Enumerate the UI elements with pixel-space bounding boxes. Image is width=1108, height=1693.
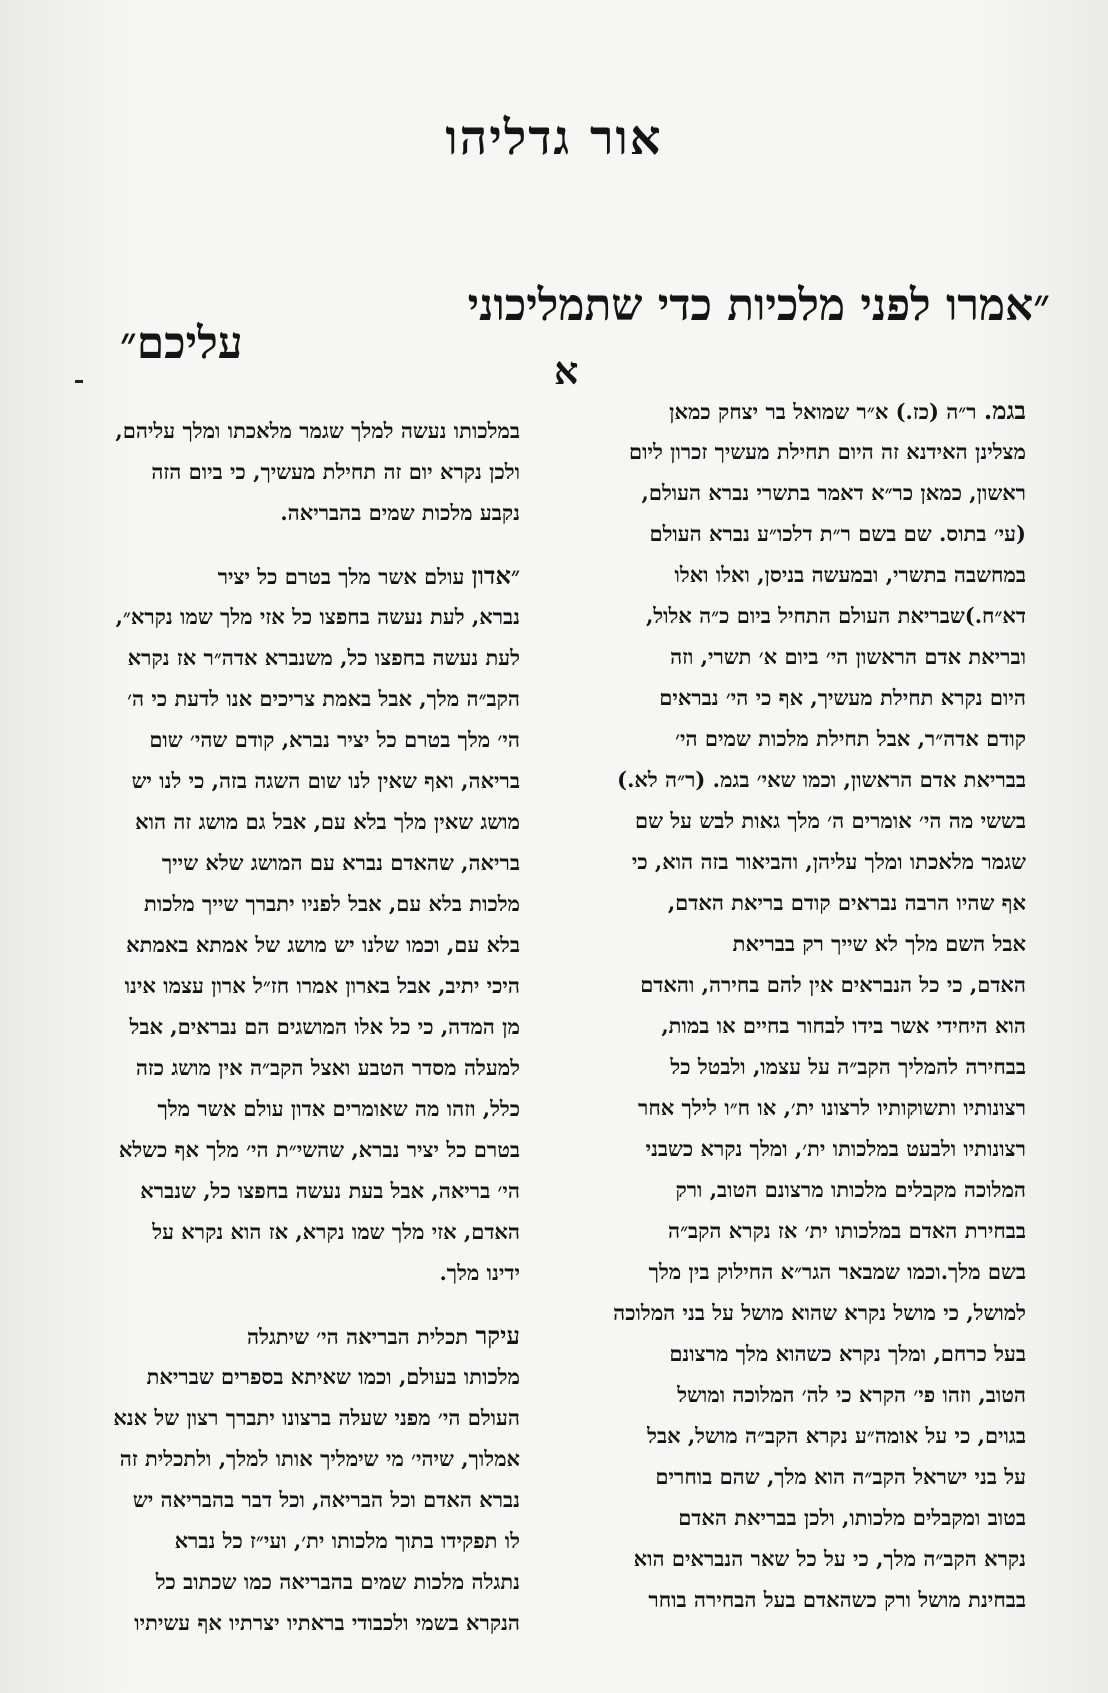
text-line: נקרא הקב״ה מלך, כי על כל שאר הנבראים הוא (633, 1546, 1026, 1571)
text-line: בששי מה הי׳ אומרים ה׳ מלך גאות לבש על שם (635, 808, 1026, 833)
text-line: בבריאת אדם הראשון, וכמו שאי׳ בגמ. (ר״ה לא.) (617, 767, 1026, 792)
text-line: היכי יתיב, אבל בארון אמרו חז״ל ארון עצמו אינו (124, 973, 520, 998)
text-line: קודם אדה״ר, אבל תחילת מלכות שמים הי׳ (675, 726, 1026, 751)
text-line: למעלה מסדר הטבע ואצל הקב״ה אין מושג כזה (135, 1055, 520, 1080)
text-line: כלל, וזהו מה שאומרים אדון עולם אשר מלך (157, 1096, 520, 1121)
text-line: הקב״ה מלך, אבל באמת צריכים אנו לדעת כי ה׳ (127, 686, 520, 711)
text-line: למושל, כי מושל נקרא שהוא מושל על בני המלוכה (613, 1300, 1026, 1325)
text-line: היום נקרא תחילת מעשיך, אף כי הי׳ נבראים (659, 685, 1026, 710)
text-line: ״אדון עולם אשר מלך בטרם כל יציר (217, 561, 520, 590)
text-line: הי׳ מלך בטרם כל יציר נברא, קודם שהי׳ שום (149, 727, 520, 752)
text-line: הטוב, וזהו פי׳ הקרא כי לה׳ המלוכה ומושל (677, 1382, 1026, 1407)
text-line: מושג שאין מלך בלא עם, אבל גם מושג זה הוא (135, 809, 520, 834)
text-line: האדם, אזי מלך שמו נקרא, אז הוא נקרא על (152, 1219, 520, 1244)
lead-word: בגמ. (983, 396, 1026, 425)
text-line: בבחירה להמליך הקב״ה על עצמו, ולבטל כל (670, 1054, 1026, 1079)
text-line: בלא עם, וכמו שלנו יש מושג של אמתא באמתא (126, 932, 520, 957)
text-line: ידינו מלך. (439, 1260, 520, 1285)
text-line: בבחירת האדם במלכותו ית׳ אז נקרא הקב״ה (667, 1218, 1026, 1243)
text-line: במחשבה בתשרי, ובמעשה בניסן, ואלו ואלו (674, 562, 1026, 587)
text-line: על בני ישראל הקב״ה הוא מלך, שהם בוחרים (655, 1464, 1026, 1489)
text-line: העולם הי׳ מפני שעלה ברצונו יתברך רצון של אנא (113, 1405, 520, 1430)
text-line: רצונותיו ותשוקותיו לרצונו ית׳, או ח״ו לילך אחר (638, 1095, 1026, 1120)
text-line: הוא היחידי אשר בידו לבחור בחיים או במות, (661, 1013, 1026, 1038)
text-line: נברא, לעת נעשה בחפצו כל אזי מלך שמו נקרא״, (115, 604, 520, 629)
text-line: מצלינן האידנא זה היום תחילת מעשיך זכרון ליום (629, 439, 1026, 464)
text-line: בבחינת מושל ורק כשהאדם בעל הבחירה בוחר (648, 1587, 1026, 1612)
text-line: בשם מלך.וכמו שמבאר הגר״א החילוק בין מלך (648, 1259, 1026, 1284)
text-line: רצונותיו ולבעט במלכותו ית׳, ומלך נקרא כשבני (645, 1136, 1026, 1161)
running-head: אור גדליהו (445, 110, 663, 166)
text-line: לו תפקידו בתוך מלכותו ית׳, ועי״ז כל נברא (174, 1528, 520, 1553)
text-line: נקבע מלכות שמים בהבריאה. (280, 500, 520, 525)
lead-word: ״אדון (471, 561, 520, 590)
text-line: (עי׳ בתוס. שם בשם ר״ת דלכו״ע נברא העולם (649, 521, 1026, 546)
text-line: הי׳ בריאה, אבל בעת נעשה בחפצו כל, שנברא (140, 1178, 520, 1203)
text-line: ובריאת אדם הראשון הי׳ ביום א׳ תשרי, וזה (670, 644, 1026, 669)
text-line: אמלוך, שיהי׳ מי שימליך אותו למלך, ולתכלית זה (119, 1446, 520, 1471)
right-column (574, 390, 1026, 1620)
text-line: ראשון, כמאן כר״א דאמר בתשרי נברא העולם, (641, 480, 1026, 505)
text-line: אבל השם מלך לא שייך רק בבריאת (732, 931, 1026, 956)
text-line: בגמ. ר״ה (כז.) א״ר שמואל בר יצחק כמאן (669, 396, 1026, 425)
margin-dash (75, 380, 83, 383)
text-line: דא״ח.)שבריאת העולם התחיל ביום כ״ה אלול, (645, 603, 1026, 628)
text-line: מן המדה, כי כל אלו המושגים הם נבראים, אבל (129, 1014, 520, 1039)
section-letter: א (554, 348, 579, 393)
text-line: נתגלה מלכות שמים בהבריאה כמו שכתוב כל (155, 1569, 520, 1594)
text-line: שגמר מלאכתו ומלך עליהן, והביאור בזה הוא, כי (631, 849, 1026, 874)
text-line: בגוים, כי על אומה״ע נקרא הקב״ה מושל, אבל (647, 1423, 1026, 1448)
text-line: בטוב ומקבלים מלכותו, ולכן בבריאת האדם (678, 1505, 1026, 1530)
text-line: בריאה, שהאדם נברא עם המושג שלא שייך (161, 850, 520, 875)
chapter-title-line-2: עליכם״ (120, 318, 243, 369)
text-line: אף שהיו הרבה נבראים קודם בריאת האדם, (667, 890, 1026, 915)
text-line: במלכותו נעשה למלך שגמר מלאכתו ומלך עליהם, (115, 418, 520, 443)
text-line: האדם, כי כל הנבראים אין להם בחירה, והאדם (640, 972, 1026, 997)
text-line: בטרם כל יציר נברא, שהשי״ת הי׳ מלך אף כשלא (118, 1137, 520, 1162)
text-line: בריאה, ואף שאין לנו שום השגה בזה, כי לנו יש (131, 768, 520, 793)
text-line: בעל כרחם, ומלך נקרא כשהוא מלך מרצונם (669, 1341, 1026, 1366)
chapter-title-line-1: ״אמרו לפני מלכיות כדי שתמליכוני (467, 280, 1050, 331)
text-line: המלוכה מקבלים מלכותו מרצונם הטוב, ורק (675, 1177, 1026, 1202)
lead-word: עיקר (475, 1321, 520, 1350)
text-line: לעת נעשה בחפצו כל, משנברא אדה״ר אז נקרא (127, 645, 520, 670)
text-line: מלכותו בעולם, וכמו שאיתא בספרים שבריאת (146, 1364, 520, 1389)
left-column (60, 410, 520, 1643)
text-line: מלכות בלא עם, אבל לפניו יתברך שייך מלכות (144, 891, 520, 916)
text-line: נברא האדם וכל הבריאה, וכל דבר בהבריאה יש (132, 1487, 520, 1512)
text-line: עיקר תכלית הבריאה הי׳ שיתגלה (246, 1321, 520, 1350)
text-line: הנקרא בשמי ולכבודי בראתיו יצרתיו אף עשיתיו (134, 1610, 520, 1635)
text-line: ולכן נקרא יום זה תחילת מעשיך, כי ביום הזה (151, 459, 520, 484)
